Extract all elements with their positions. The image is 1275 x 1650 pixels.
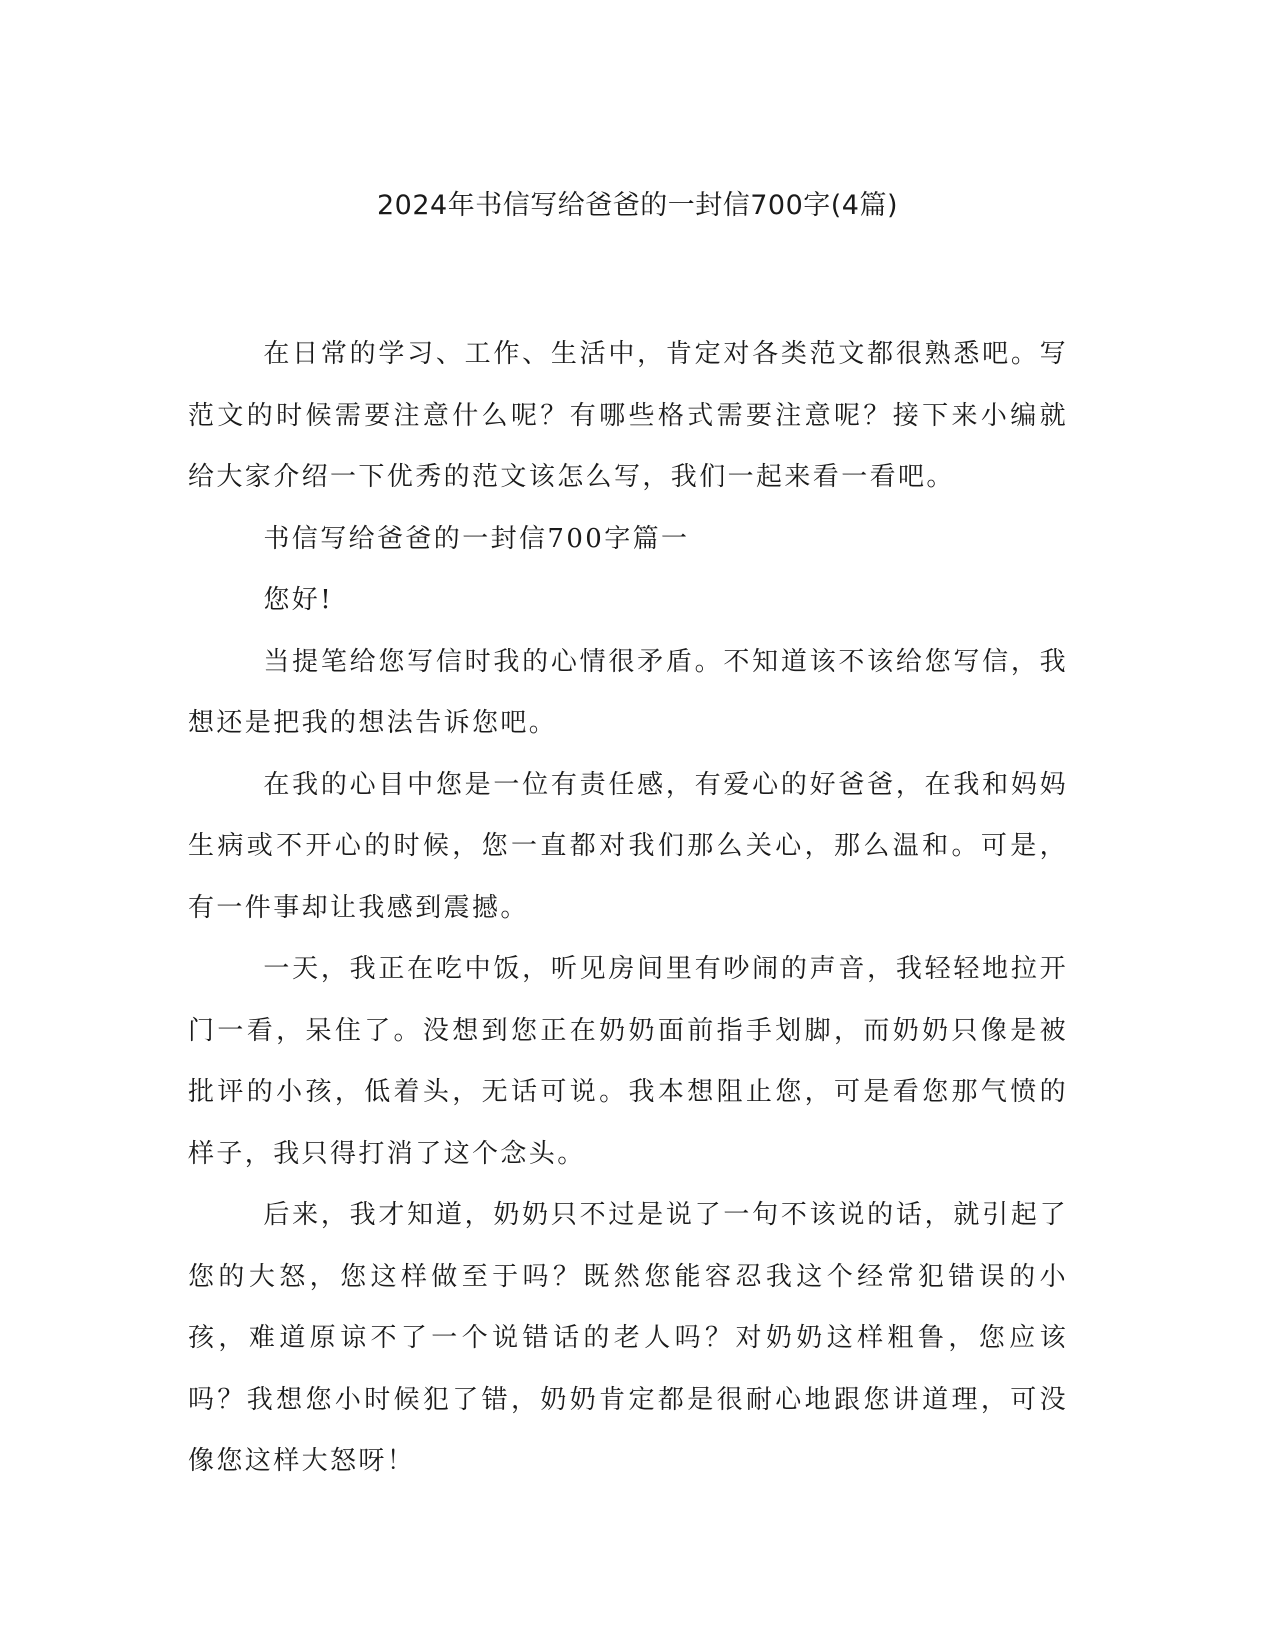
letter-paragraph: 一天，我正在吃中饭，听见房间里有吵闹的声音，我轻轻地拉开门一看，呆住了。没想到您正在奶奶面前指手划脚，而奶奶只像是被批评的小孩，低着头，无话可说。我本想阻止您，可是看您那气愤的样子，我只得打消了这个念头。 — [188, 954, 1068, 1169]
document-body — [188, 324, 1068, 1493]
letter-greeting: 您好! — [263, 585, 334, 615]
letter-paragraph: 在我的心目中您是一位有责任感，有爱心的好爸爸，在我和妈妈生病或不开心的时候，您一直都对我们那么关心，那么温和。可是，有一件事却让我感到震撼。 — [188, 769, 1068, 923]
document-title: 2024年书信写给爸爸的一封信700字(4篇) — [377, 190, 898, 221]
section-heading: 书信写给爸爸的一封信700字篇一 — [263, 523, 690, 554]
letter-paragraph: 当提笔给您写信时我的心情很矛盾。不知道该不该给您写信，我想还是把我的想法告诉您吧。 — [188, 646, 1068, 738]
letter-paragraph: 后来，我才知道，奶奶只不过是说了一句不该说的话，就引起了您的大怒，您这样做至于吗？既然您能容忍我这个经常犯错误的小孩，难道原谅不了一个说错话的老人吗？对奶奶这样粗鲁，您应该吗？我想您小时候犯了错，奶奶肯定都是很耐心地跟您讲道理，可没像您这样大怒呀！ — [188, 1200, 1068, 1476]
intro-paragraph: 在日常的学习、工作、生活中，肯定对各类范文都很熟悉吧。写范文的时候需要注意什么呢？有哪些格式需要注意呢？接下来小编就给大家介绍一下优秀的范文该怎么写，我们一起来看一看吧。 — [188, 339, 1068, 492]
